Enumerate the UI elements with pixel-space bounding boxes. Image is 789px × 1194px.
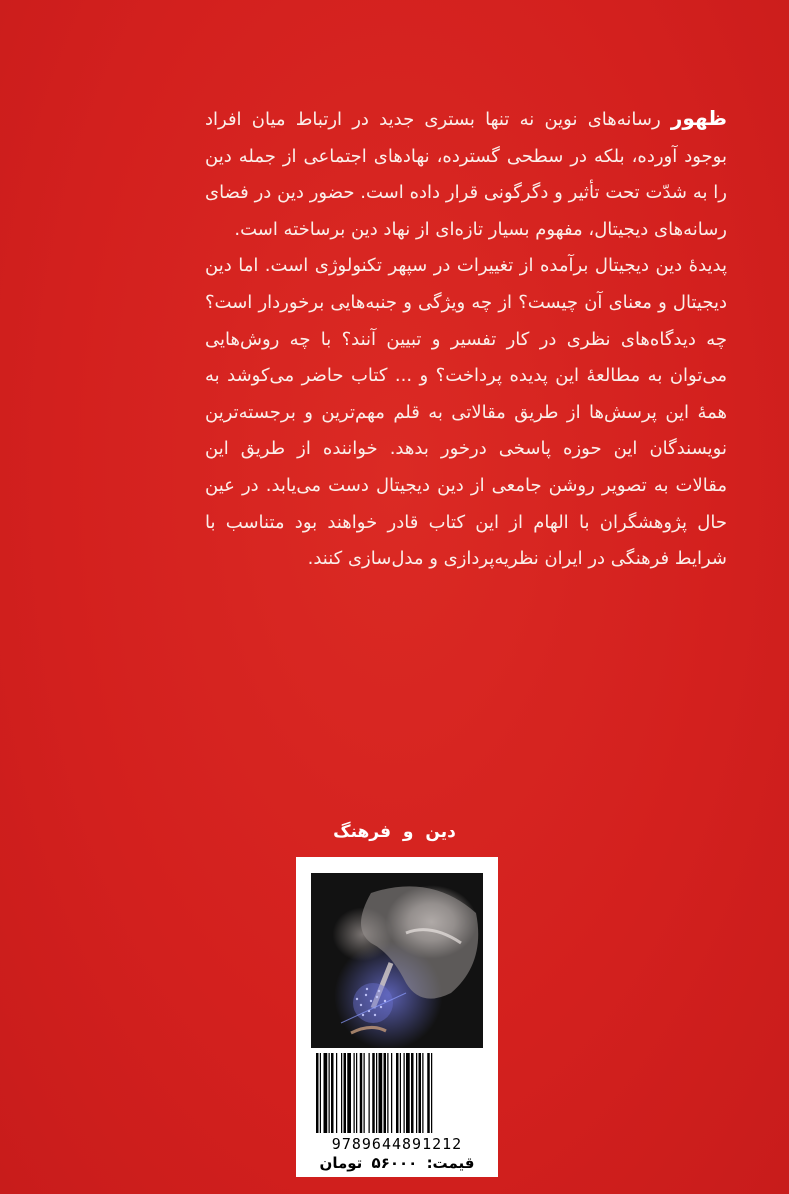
barcode-bar (360, 1053, 363, 1133)
price-label: قیمت: (426, 1154, 475, 1172)
barcode-bar (427, 1053, 430, 1133)
barcode-bar (391, 1053, 392, 1133)
barcode-bar (347, 1053, 351, 1133)
barcode-bar (404, 1053, 405, 1133)
barcode-bar (336, 1053, 337, 1133)
blurb-paragraph-2: پدیدهٔ دین دیجیتال برآمده از تغییرات در سپهر تکنولوژی است. اما دین دیجیتال و معنای آن چیست؟ از چه ویژگی و جنبه‌هایی برخوردار است؟ چه دیدگاه‌های نظری در کار تفسیر و تبیین آنند؟ با چه روش‌هایی می‌توان به مطالعهٔ این پدیده پرداخت؟ و ... کتاب حاضر می‌کوشد به همهٔ این پرسش‌ها از طریق مقالاتی به قلم مهم‌ترین و برجسته‌ترین نویسندگان این حوزه پاسخی درخور بدهد. خواننده از طریق این مقالات به تصویر روشن جامعی از دین دیجیتال دست می‌یابد. در عین حال پژوهشگران با الهام از این کتاب قادر خواهند بود متناسب با شرایط فرهنگی در ایران نظریه‌پردازی و مدل‌سازی کنند. (205, 255, 727, 570)
barcode-bar (406, 1053, 410, 1133)
barcode-bar (431, 1053, 432, 1133)
barcode-bar (379, 1053, 383, 1133)
blurb-lead-word: ظهور (670, 106, 727, 130)
blurb-text (205, 100, 727, 578)
series-title: دین و فرهنگ (333, 822, 456, 842)
price-line (296, 1154, 498, 1172)
barcode-bar (372, 1053, 375, 1133)
barcode-bar (416, 1053, 417, 1133)
barcode-bar (356, 1053, 357, 1133)
barcode-bar (324, 1053, 328, 1133)
barcode-sticker (296, 857, 498, 1177)
price-currency: تومان (319, 1154, 363, 1172)
barcode-bar (384, 1053, 387, 1133)
barcode-bar (422, 1053, 423, 1133)
barcode-bar (411, 1053, 414, 1133)
barcode-bar (369, 1053, 370, 1133)
barcode-bar (419, 1053, 422, 1133)
barcode-bar (354, 1053, 355, 1133)
barcode-bar (320, 1053, 321, 1133)
barcode-bar (400, 1053, 401, 1133)
barcode-bar (329, 1053, 330, 1133)
cover-thumbnail-image (311, 873, 483, 1048)
blurb-paragraph-1 (205, 100, 727, 248)
barcode-bar (316, 1053, 319, 1133)
price-amount: ۵۶۰۰۰ (371, 1154, 418, 1172)
barcode-bar (344, 1053, 347, 1133)
thumbnail-illustration (311, 873, 483, 1048)
barcode-bar (341, 1053, 342, 1133)
barcode-bars (316, 1053, 478, 1133)
barcode-bar (387, 1053, 388, 1133)
barcode-bar (376, 1053, 377, 1133)
blurb-paragraph-1-text: رسانه‌های نوین نه تنها بستری جدید در ارتباط میان افراد بوجود آورده، بلکه در سطحی گسترده، نهادهای اجتماعی از جمله دین را به شدّت تحت تأثیر و دگرگونی قرار داده است. حضور دین در فضای رسانه‌های دیجیتال، مفهوم بسیار تازه‌ای از نهاد دین برساخته است. (205, 109, 727, 240)
barcode-bar (331, 1053, 334, 1133)
barcode-bar (396, 1053, 399, 1133)
isbn-number: 9789644891212 (331, 1135, 463, 1153)
barcode-bar (364, 1053, 365, 1133)
